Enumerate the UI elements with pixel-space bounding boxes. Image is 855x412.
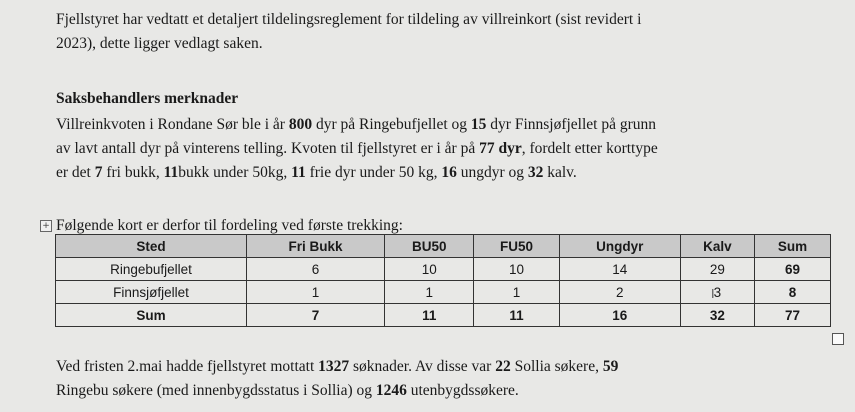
header-kalv: Kalv [680,235,754,258]
table-row [56,258,831,281]
allocation-table [55,234,831,327]
remarks-line-3: er det 7 fri bukk, 11bukk under 50kg, 11 frie dyr under 50 kg, 16 ungdyr og 32 kalv. [56,164,577,181]
cell-total: 16 [559,304,680,327]
cell-total: 11 [474,304,559,327]
cell-value: 1 [474,281,559,304]
header-sted: Sted [56,235,247,258]
cell-total: 11 [385,304,474,327]
cell-value: 29 [680,258,754,281]
cell-total: 7 [247,304,385,327]
cell-value: 10 [474,258,559,281]
cell-row-sum: 8 [754,281,830,304]
plus-move-icon[interactable]: + [40,220,52,232]
cell-value: 1 [385,281,474,304]
header-ungdyr: Ungdyr [559,235,680,258]
header-fu50: FU50 [474,235,559,258]
applications-paragraph [56,355,618,403]
intro-line-2: 2023), dette ligger vedlagt saken. [56,35,263,52]
header-fri-bukk: Fri Bukk [247,235,385,258]
cell-row-sum: 69 [754,258,830,281]
cell-total-label: Sum [56,304,247,327]
cell-value: 2 [559,281,680,304]
text-cursor-icon: I [711,287,715,301]
cell-total: 32 [680,304,754,327]
remarks-line-2: av lavt antall dyr på vinterens telling. Kvoten til fjellstyret er i år på 77 dyr, fordelt etter korttype [56,140,658,157]
cell-grand-total: 77 [754,304,830,327]
cell-value: 10 [385,258,474,281]
cell-value: 14 [559,258,680,281]
section-heading: Saksbehandlers merknader [56,90,239,107]
header-bu50: BU50 [385,235,474,258]
table-total-row [56,304,831,327]
resize-handle-icon[interactable] [832,333,844,345]
cell-value: 1 [247,281,385,304]
applications-line-1: Ved fristen 2.mai hadde fjellstyret mottatt 1327 søknader. Av disse var 22 Sollia søkere, 59 [56,358,619,375]
cell-value: 3 [680,281,754,304]
remarks-line-1: Villreinkvoten i Rondane Sør ble i år 800 dyr på Ringebufjellet og 15 dyr Finnsjøfjellet på grunn [56,116,657,133]
header-sum: Sum [754,235,830,258]
table-intro: Følgende kort er derfor til fordeling ved første trekking: [56,217,403,234]
table-header-row [56,235,831,258]
remarks-paragraph [56,113,658,185]
cell-place: Ringebufjellet [56,258,247,281]
intro-paragraph [56,8,641,56]
applications-line-2: Ringebu søkere (med innenbygdsstatus i Sollia) og 1246 utenbygdssøkere. [56,382,519,399]
cell-place: Finnsjøfjellet [56,281,247,304]
cell-value: 6 [247,258,385,281]
intro-line-1: Fjellstyret har vedtatt et detaljert tildelingsreglement for tildeling av villreinkort (sist revidert i [56,11,642,28]
